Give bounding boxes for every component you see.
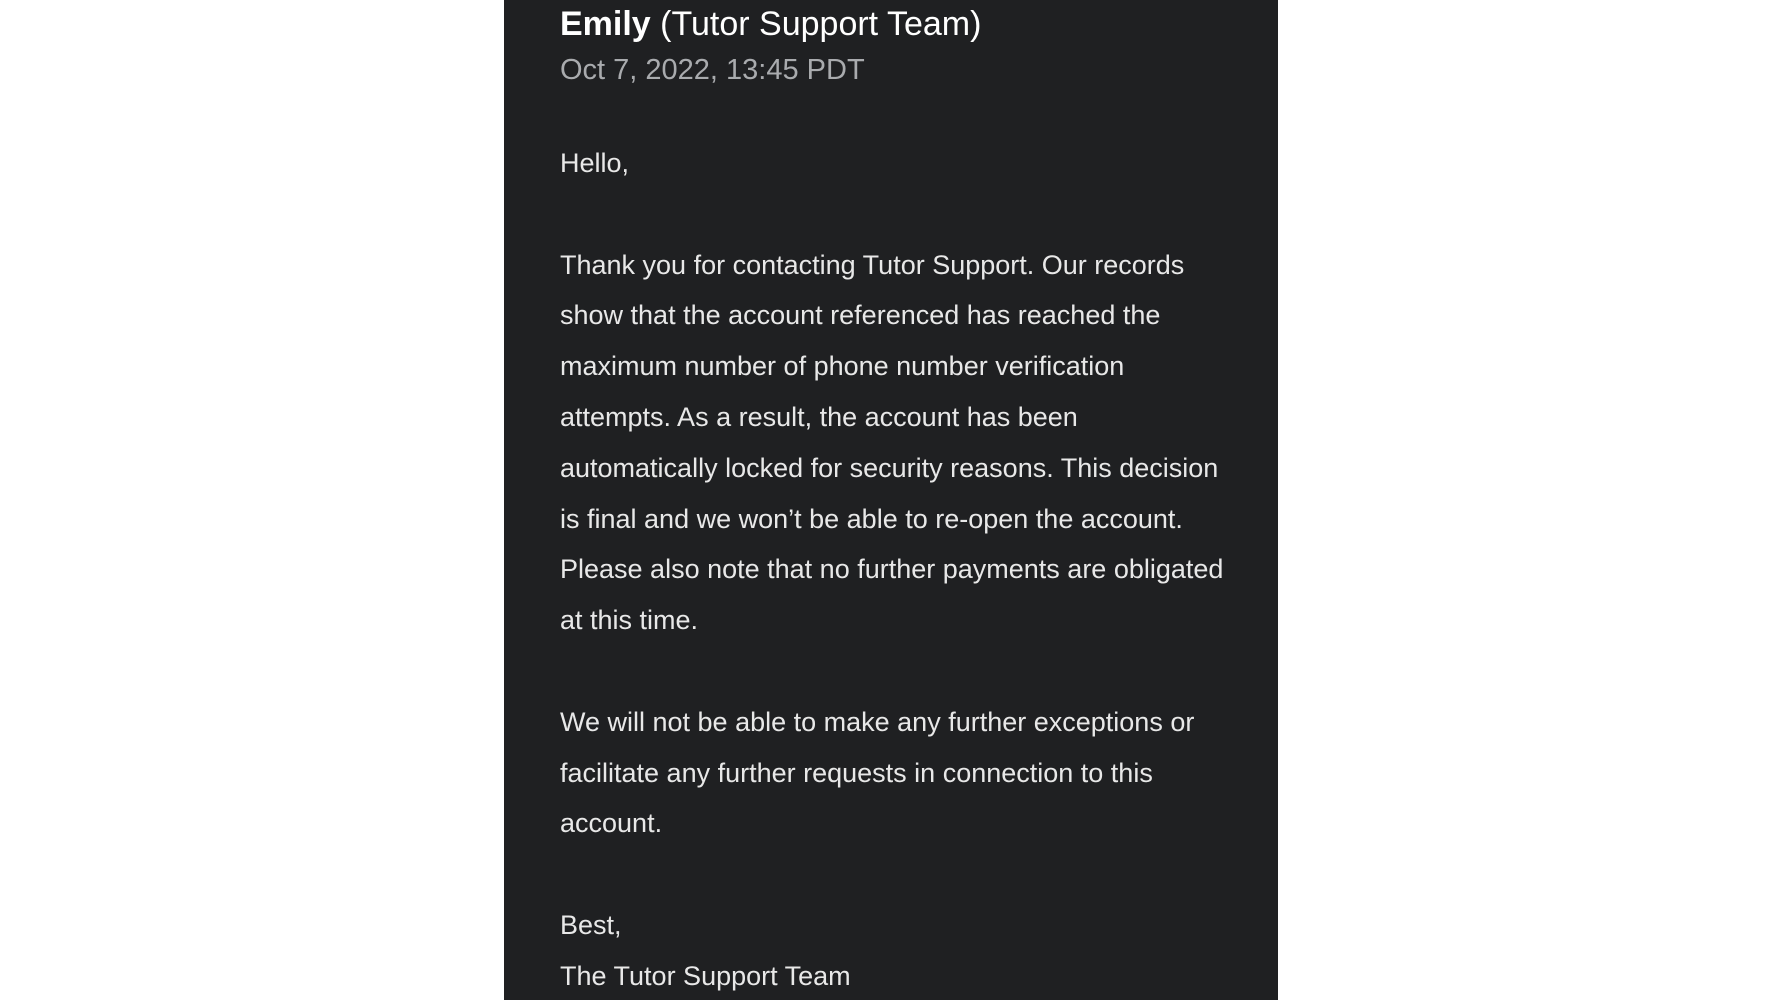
email-signature: The Tutor Support Team <box>560 960 851 991</box>
email-message-panel <box>504 0 1278 1000</box>
email-greeting: Hello, <box>560 148 630 178</box>
sender-name: Emily <box>560 5 651 43</box>
email-paragraph: We will not be able to make any further exceptions or facilitate any further requests in connection to this account. <box>560 706 1195 839</box>
email-timestamp: Oct 7, 2022, 13:45 PDT <box>560 54 865 86</box>
email-signoff: Best, <box>560 909 622 940</box>
email-paragraph: Thank you for contacting Tutor Support. Our records show that the account referenced has reached the maximum number of phone number verification attempts. As a result, the account has been automatically locked for security reasons. This decision is final and we won’t be able to re-open the account. Please also note that no further payments are obligated at this time. <box>560 249 1224 636</box>
sender-line <box>560 4 981 44</box>
email-header <box>560 4 981 88</box>
sender-team: (Tutor Support Team) <box>660 5 982 43</box>
email-body <box>560 138 1230 1000</box>
